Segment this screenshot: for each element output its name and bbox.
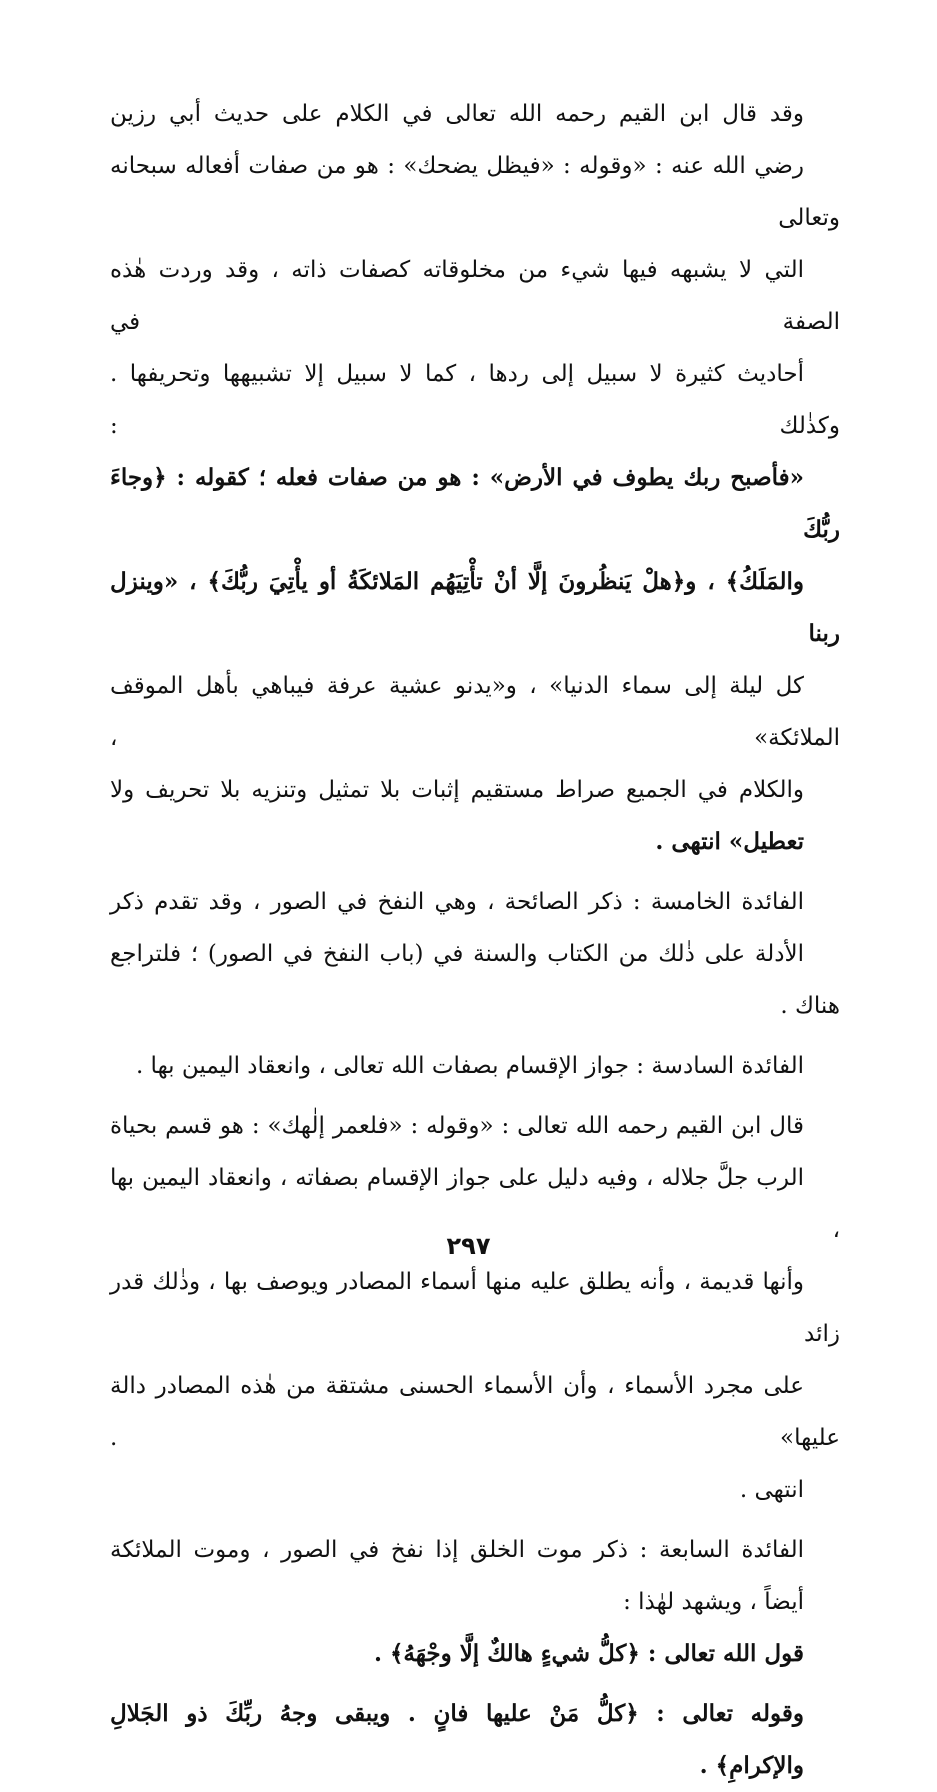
text-line: الفائدة السابعة : ذكر موت الخلق إذا نفخ في الصور ، وموت الملائكة xyxy=(110,1537,804,1563)
text-line: كل ليلة إلى سماء الدنيا» ، و«يدنو عشية عرفة فيباهي بأهل الموقف الملائكة» ، xyxy=(110,673,840,751)
text-line: أحاديث كثيرة لا سبيل إلى ردها ، كما لا سبيل إلا تشبيهها وتحريفها . وكذٰلك : xyxy=(110,361,840,439)
paragraph-quran-verse-1 xyxy=(110,1628,840,1680)
text-line: انتهى . xyxy=(739,1477,804,1503)
text-line: والمَلَكُ﴾ ، و﴿هلْ يَنظُرونَ إلَّا أنْ تأْتِيَهُم المَلائكَةُ أو يأْتِيَ ربُّكَ﴾ ، «وينزل ربنا xyxy=(110,568,840,647)
text-line: الفائدة الخامسة : ذكر الصائحة ، وهي النفخ في الصور ، وقد تقدم ذكر xyxy=(110,889,804,915)
page-number: ٢٩٧ xyxy=(446,1232,491,1260)
text-line: وقوله تعالى : ﴿كلُّ مَنْ عليها فانٍ . ويبقى وجهُ ربِّكَ ذو الجَلالِ xyxy=(110,1700,804,1727)
document-page xyxy=(110,88,840,1792)
text-line: أيضاً ، ويشهد لهٰذا : xyxy=(623,1589,804,1615)
text-line: وأنها قديمة ، وأنه يطلق عليه منها أسماء المصادر ويوصف بها ، وذٰلك قدر زائد xyxy=(110,1269,840,1347)
text-line: على مجرد الأسماء ، وأن الأسماء الحسنى مشتقة من هٰذه المصادر دالة عليها» . xyxy=(110,1373,840,1451)
paragraph-sixth-benefit xyxy=(110,1040,840,1092)
text-line: الفائدة السادسة : جواز الإقسام بصفات الله تعالى ، وانعقاد اليمين بها . xyxy=(135,1053,804,1079)
text-line: والإكرامِ﴾ . xyxy=(699,1752,804,1779)
text-line: الأدلة على ذٰلك من الكتاب والسنة في (باب النفخ في الصور) ؛ فلتراجع هناك . xyxy=(110,941,840,1019)
paragraph-fifth-benefit xyxy=(110,876,840,1032)
text-line: والكلام في الجميع صراط مستقيم إثبات بلا تمثيل وتنزيه بلا تحريف ولا xyxy=(110,777,804,803)
text-line: تعطيل» انتهى . xyxy=(655,828,804,855)
paragraph-seventh-benefit xyxy=(110,1524,840,1628)
text-line: قال ابن القيم رحمه الله تعالى : «وقوله : «فلعمر إلٰهك» : هو قسم بحياة xyxy=(110,1113,804,1139)
paragraph-ibn-qayyim-hadith xyxy=(110,88,840,868)
text-line: الرب جلَّ جلاله ، وفيه دليل على جواز الإقسام بصفاته ، وانعقاد اليمين بها ، xyxy=(110,1165,840,1243)
text-line: رضي الله عنه : «وقوله : «فيظل يضحك» : هو من صفات أفعاله سبحانه وتعالى xyxy=(110,153,840,231)
text-line: وقد قال ابن القيم رحمه الله تعالى في الكلام على حديث أبي رزين xyxy=(110,101,804,127)
paragraph-ibn-qayyim-oath xyxy=(110,1100,840,1516)
text-line: التي لا يشبهه فيها شيء من مخلوقاته كصفات ذاته ، وقد وردت هٰذه الصفة في xyxy=(110,257,840,335)
text-line: «فأصبح ربك يطوف في الأرض» : هو من صفات فعله ؛ كقوله : ﴿وجاءَ ربُّكَ xyxy=(110,464,840,543)
text-line: قول الله تعالى : ﴿كلُّ شيءٍ هالكٌ إلَّا وجْهَهُ﴾ . xyxy=(373,1640,804,1667)
paragraph-quran-verse-2 xyxy=(110,1688,840,1792)
